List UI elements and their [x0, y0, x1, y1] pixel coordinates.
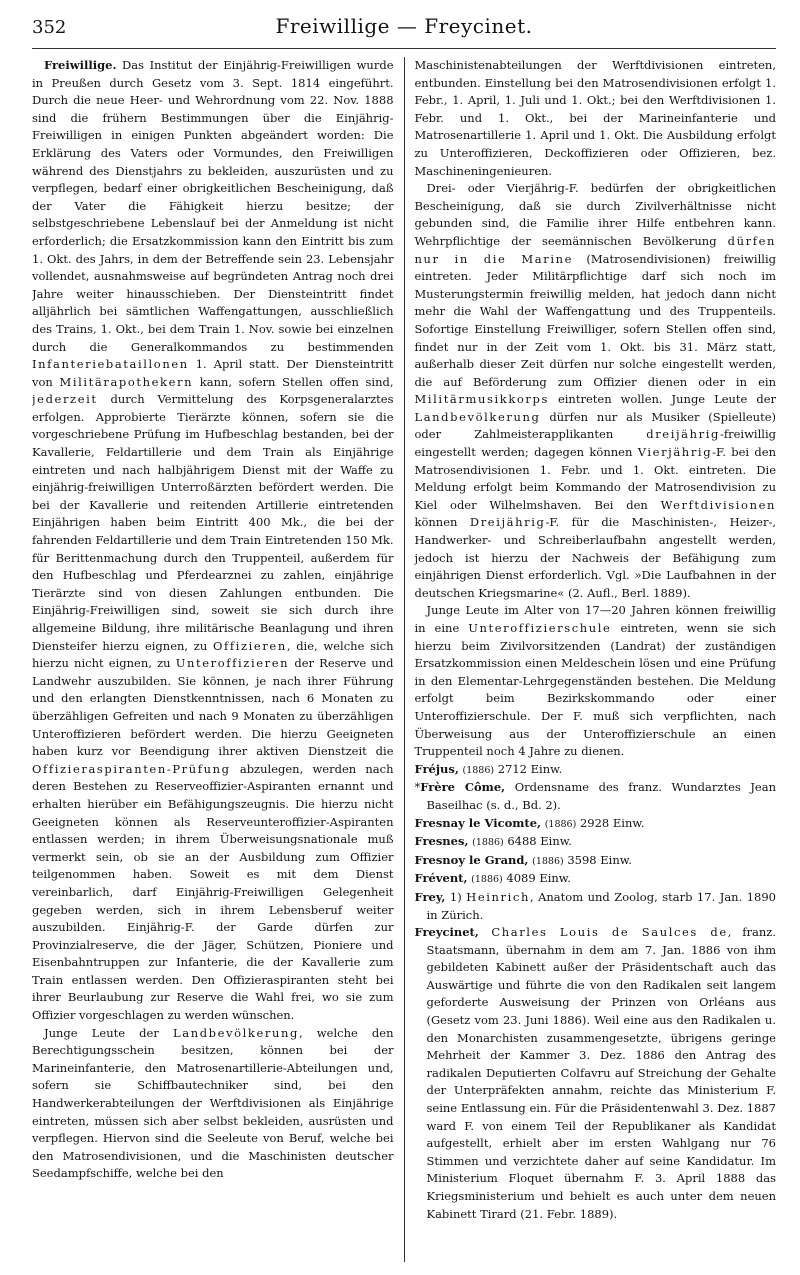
text-run: , franz. Staatsmann, übernahm in dem am 7. Jan. 1886 von ihm gebildeten Kabinett außer der Präsidentschaft auch das Auswärtige und führte die von den Radikalen seit langem geforderte Ausweisung der Prinzen von Orléans aus (Gesetz vom 23. Juni 1886). Weil eine aus den Radikalen u. den Monarchisten zusammengesetzte, übrigens geringe Mehrheit der Kammer 3. Dez. 1886 den Antrag des radikalen Deputierten Colfavru auf Streichung der Gehalte der Unterpräfekten annahm, reichte das Ministerium F. seine Entlassung ein. Für die Präsidentenwahl 3. Dez. 1887 ward F. von einem Teil der Republikaner als Kandidat aufgestellt, erhielt aber im ersten Wahlgang nur 76 Stimmen und verzichtete daher auf seine Kandidatur. Im Ministerium Floquet übernahm F. 3. April 1888 das Kriegsministerium und behielt es auch unter dem neuen Kabinett Tirard (21. Febr. 1889).: [426, 925, 776, 1221]
spaced-term: dürfen nur in die Marine: [414, 233, 776, 266]
text-run: 1. April statt. Der Diensteintritt von: [32, 357, 394, 389]
text-run: Ordensname des franz. Wundarztes Jean Baseilhac (s. d., Bd. 2).: [426, 780, 776, 812]
spaced-term: Offizieren: [212, 638, 287, 653]
text-run: eintreten, wenn sie sich hierzu beim Zivilvorsitzenden (Landrat) der zuständigen Ersatzkommission einen Meldeschein lösen und eine Prüfung in den Elementar-Lehrgegenständen bestehen. Die Meldung erfolgt beim Bezirkskommando oder einer Unteroffizierschule. Der F. muß sich verpflichten, nach Überweisung aus der Unteroffizierschule an einen Truppenteil noch 4 Jahre zu dienen.: [414, 621, 776, 759]
year-note: (1886): [532, 855, 564, 867]
spaced-term: Werftdivisionen: [660, 497, 776, 512]
right-column: [414, 57, 776, 1262]
paragraph-drei-vierjaehrig: [414, 180, 776, 602]
year-note: (1886): [472, 837, 504, 849]
spaced-term: Infanteriebataillonen: [32, 357, 189, 372]
paragraph-freiwillige: [32, 57, 394, 1025]
text-run: Junge Leute der: [44, 1025, 173, 1040]
text-run: Junge Leute im Alter von 17—20 Jahren können freiwillig in eine: [414, 603, 776, 635]
text-run: 6488 Einw.: [503, 834, 572, 849]
spaced-term: dreijährig: [646, 427, 720, 442]
page-number: 352: [32, 17, 67, 38]
spaced-term: jederzeit: [32, 392, 98, 407]
text-run: eintreten wollen. Junge Leute der: [548, 392, 776, 407]
text-run: -F. für die Maschinisten-, Heizer-, Handwerker- und Schreiberlaufbahn angestellt werden, jedoch ist hierzu der Nachweis der Befähigung zum einjährigen Dienst erforderlich. Vgl. »Die Laufbahnen in der deutschen Kriegsmarine« (2. Aufl., Berl. 1889).: [414, 515, 776, 600]
entry-frejus: [414, 761, 776, 780]
text-run: , die, welche sich hierzu nicht eignen, zu: [32, 638, 394, 671]
headword: Freycinet,: [414, 925, 479, 940]
text-run: Drei- oder Vierjährig-F. bedürfen der obrigkeitlichen Bescheinigung, daß sie durch Zivilverhältnisse nicht gebunden sind, die Familie ihrer Hilfe entbehren kann. Wehrpflichtige der seemännischen Bevölkerung: [414, 181, 776, 248]
entry-fresnes: [414, 833, 776, 852]
headword: Fresnes,: [414, 834, 469, 849]
text-run: können: [414, 515, 470, 530]
headword: Frey,: [414, 889, 446, 904]
spaced-term: Militärmusikkorps: [414, 392, 549, 407]
text-run: Das Institut der Einjährig-Freiwilligen wurde in Preußen durch Gesetz vom 3. Sept. 1814 eingeführt. Durch die neue Heer- und Wehrordnung vom 22. Nov. 1888 sind die frühern Bestimmungen über die Einjährig-Freiwilligen in einigen Punkten abgeändert worden: Die Erklärung des Vaters oder Vormundes, den Freiwilligen während des Dienstjahrs zu bekleiden, auszurüsten und zu verpflegen, bedarf einer obrigkeitlichen Bescheinigung, daß der Vater die Fähigkeit hierzu besitze; der selbstgeschriebene Lebenslauf bei der Anmeldung ist nicht erforderlich; die Ersatzkommission kann den Eintritt bis zum 1. Okt. des Jahrs, in dem der Betreffende sein 23. Lebensjahr vollendet, ausnahmsweise auf begründeten Antrag noch drei Jahre weiter hinausschieben. Der Diensteintritt findet alljährlich bei sämtlichen Waffengattungen, ausschließlich des Trains, 1. Okt., bei dem Train 1. Nov. sowie bei einzelnen durch die Generalkommandos zu bestimmenden: [32, 58, 394, 354]
paragraph-unteroffizierschule: [414, 602, 776, 760]
entry-frey: [414, 889, 776, 924]
text-run: dürfen nur als Musiker (Spielleute) oder Zahlmeisterapplikanten: [414, 409, 776, 442]
column-rule: [404, 57, 405, 1262]
asterisk-mark: *: [414, 780, 421, 795]
headword: Frère Côme,: [420, 780, 506, 795]
text-run: -F. bei den Matrosendivisionen 1. Febr. und 1. Okt. eintreten. Die Meldung erfolgt beim Kommando der Matrosendivision zu Kiel oder Wilhelmshaven. Bei den: [414, 445, 776, 512]
entry-fresnay-le-vicomte: [414, 815, 776, 834]
text-run: 2928 Einw.: [576, 815, 645, 830]
left-column: [32, 57, 394, 1262]
text-run: 2712 Einw.: [494, 761, 563, 776]
headword: Frévent,: [414, 871, 468, 886]
year-note: (1886): [544, 818, 577, 830]
paragraph-continued: Maschinistenabteilungen der Werftdivisionen eintreten, entbunden. Einstellung bei den Matrosendivisionen erfolgt 1. Febr., 1. April, 1. Juli und 1. Okt.; bei den Werftdivisionen 1. Febr. und 1. Okt., bei der Marineinfanterie und Matrosenartillerie 1. April und 1. Okt. Die Ausbildung erfolgt zu Unteroffizieren, Deckoffizieren oder Offizieren, bez. Maschineningenieuren.: [414, 58, 776, 178]
spaced-term: Militärapothekern: [59, 374, 194, 389]
year-note: (1886): [462, 764, 495, 776]
running-title: Freiwillige — Freycinet.: [275, 14, 533, 38]
spaced-term: Vierjährig: [637, 445, 713, 460]
headword: Fréjus,: [414, 761, 459, 776]
entry-freycinet: [414, 924, 776, 1223]
text-run: (Matrosendivisionen) freiwillig eintreten. Jeder Militärpflichtige darf sich noch im Musterungstermin freiwillig melden, hat jedoch dann nicht mehr die Wahl der Waffengattung und des Truppenteils. Sofortige Einstellung Freiwilliger, sofern Stellen offen sind, findet nur in der Zeit vom 1. Okt. bis 31. März statt, außerhalb dieser Zeit dürfen nur solche eingestellt werden, die auf Beförderung zum Offizier dienen oder in ein: [414, 251, 776, 389]
text-columns: [32, 57, 776, 1262]
spaced-term: Offizieraspiranten-Prüfung: [32, 761, 231, 776]
headword-freiwillige: Freiwillige.: [44, 58, 117, 72]
entry-fresnoy-le-grand: [414, 852, 776, 871]
year-note: (1886): [471, 874, 503, 886]
spaced-term: Landbevölkerung: [414, 409, 541, 424]
text-run: -freiwillig eingestellt werden; dagegen können: [414, 427, 776, 460]
entry-frevent: [414, 870, 776, 889]
spaced-term: Unteroffizieren: [175, 656, 290, 671]
spaced-term: Heinrich: [466, 889, 530, 904]
spaced-term: Landbevölkerung: [173, 1025, 299, 1040]
page-header: [32, 14, 776, 49]
spaced-term: Charles Louis de Saulces de: [478, 925, 728, 940]
text-run: abzulegen, werden nach deren Bestehen zu Reserveoffizier-Aspiranten ernannt und erhalten hierüber ein Befähigungszeugnis. Die hierzu nicht Geeigneten können als Reserveunteroffizier-Aspiranten entlassen werden; in ihrem Überweisungsnationale muß vermerkt sein, ob sie an der Ausbildung zum Offizier teilgenommen haben. Soweit es mit dem Dienst vereinbarlich, darf Einjährig-Freiwilligen Gelegenheit gegeben werden, sich in ihrem Lebensberuf weiter auszubilden. Einjährig-F. der Garde dürfen zur Provinzialreserve, die der Jäger, Schützen, Pioniere und Eisenbahntruppen zur Infanterie, die der Kavallerie zum Train entlassen werden. Den Offizieraspiranten steht bei ihrer Beurlaubung zur Reserve die Wahl frei, wo sie zum Offizier vorgeschlagen zu werden wünschen.: [32, 761, 394, 1023]
text-run: , Anatom und Zoolog, starb 17. Jan. 1890 in Zürich.: [426, 889, 776, 922]
spaced-term: Dreijährig: [469, 515, 546, 530]
paragraph-landbevoelkerung: [32, 1025, 394, 1183]
text-run: 3598 Einw.: [563, 852, 632, 867]
text-run: 1): [445, 889, 467, 904]
entry-frere-come: [414, 779, 776, 814]
text-run: 4089 Einw.: [502, 871, 571, 886]
text-run: kann, sofern Stellen offen sind,: [193, 374, 394, 389]
headword: Fresnoy le Grand,: [414, 852, 529, 867]
text-run: , welche den Berechtigungsschein besitzen, können bei der Marineinfanterie, den Matrosenartillerie-Abteilungen und, sofern sie Schiffbautechniker sind, bei den Handwerkerabteilungen der Werftdivisionen als Einjährige eintreten, müssen sich aber selbst bekleiden, ausrüsten und verpflegen. Hiervon sind die Seeleute von Beruf, welche bei den Matrosendivisionen, und die Maschinisten deutscher Seedampfschiffe, welche bei den: [32, 1025, 394, 1181]
spaced-term: Unteroffizierschule: [468, 621, 612, 635]
text-run: durch Vermittelung des Korpsgeneralarztes erfolgen. Approbierte Tierärzte können, sofern sie die vorgeschriebene Prüfung im Hufbeschlag bestanden, bei der Kavallerie, Feldartillerie und dem Train als Einjährige eintreten und nach halbjährigem Dienst mit der Waffe zu einjährig-freiwilligen Unterroßärzten befördert werden. Die bei der Kavallerie und reitenden Artillerie eintretenden Einjährigen haben beim Eintritt 400 Mk., die bei der fahrenden Feldartillerie und dem Train Eintretenden 150 Mk. für Berittenmachung durch den Truppenteil, außerdem für den Hufbeschlag und Pferdearznei zu zahlen, einjährige Tierärzte sind von diesen Zahlungen entbunden. Die Einjährig-Freiwilligen sind, soweit sie sich durch ihre allgemeine Bildung, ihre militärische Beanlagung und ihren Diensteifer hierzu eignen, zu: [32, 392, 394, 653]
headword: Fresnay le Vicomte,: [414, 815, 542, 830]
text-run: der Reserve und Landwehr auszubilden. Sie können, je nach ihrer Führung und den erlangten Dienstkenntnissen, nach 6 Monaten zu überzähligen Gefreiten und nach 9 Monaten zu überzähligen Unteroffizieren befördert werden. Die hierzu Geeigneten haben kurz vor Beendigung ihrer aktiven Dienstzeit die: [32, 656, 394, 759]
